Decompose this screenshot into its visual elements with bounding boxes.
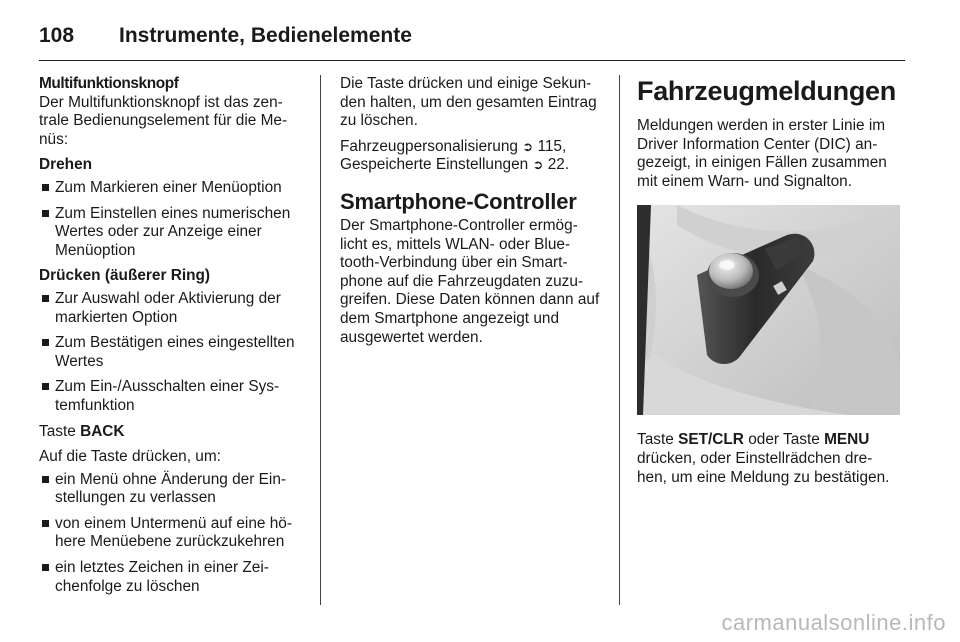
list-item: ein Menü ohne Änderung der Ein- stellungen zu verlassen xyxy=(39,471,309,508)
list-item: Zum Ein-/Ausschalten einer Sys- temfunktion xyxy=(39,378,309,415)
page-ref-arrow-icon: ➲ xyxy=(532,157,544,173)
list-item: Zum Einstellen eines numerischen Wertes oder zur Anzeige einer Menüoption xyxy=(39,205,309,261)
bullet-square-icon xyxy=(42,184,49,191)
list-item: Zum Markieren einer Menüoption xyxy=(39,179,309,198)
page-number: 108 xyxy=(39,24,75,47)
bullet-square-icon xyxy=(42,564,49,571)
section-heading-fahrzeugmeldungen: Fahrzeugmeldungen xyxy=(637,76,896,106)
column-1 xyxy=(39,75,309,603)
list-item: von einem Untermenü auf eine hö- here Menüebene zurückzukehren xyxy=(39,515,309,552)
column-3 xyxy=(637,75,903,494)
link-fahrzeugpersonalisierung[interactable]: Fahrzeugpersonalisierung ➲ 115, xyxy=(340,137,567,155)
link-gespeicherte-einstellungen[interactable]: Gespeicherte Einstellungen ➲ 22. xyxy=(340,156,570,174)
watermark: carmanualsonline.info xyxy=(721,610,946,635)
drehen-label: Drehen xyxy=(39,156,93,174)
drehen-list xyxy=(39,179,309,260)
column-2 xyxy=(340,75,602,354)
page-title: Instrumente, Bedienelemente xyxy=(119,24,412,47)
header-rule xyxy=(39,60,905,61)
back-list xyxy=(39,471,309,597)
section-heading-multifunktionsknopf: Multifunktionsknopf xyxy=(39,75,179,92)
column-divider-2 xyxy=(619,75,620,605)
set-clr-key-label: SET/CLR xyxy=(678,431,744,449)
steering-column-lever-photo xyxy=(637,205,900,415)
list-item: ein letztes Zeichen in einer Zei- chenfolge zu löschen xyxy=(39,559,309,596)
bullet-square-icon xyxy=(42,476,49,483)
bullet-square-icon xyxy=(42,210,49,217)
photo-caption: Taste SET/CLR oder Taste MENU drücken, oder Einstellrädchen dre- hen, um eine Meldung zu bestätigen. xyxy=(637,431,890,486)
list-item: Zur Auswahl oder Aktivierung der markierten Option xyxy=(39,290,309,327)
druecken-list xyxy=(39,290,309,416)
druecken-label: Drücken (äußerer Ring) xyxy=(39,267,211,285)
delete-entry-paragraph: Die Taste drücken und einige Sekun- den halten, um den gesamten Eintrag zu löschen. xyxy=(340,75,597,130)
back-intro: Auf die Taste drücken, um: xyxy=(39,448,221,466)
section-heading-smartphone-controller: Smartphone-Controller xyxy=(340,188,577,214)
page-ref-arrow-icon: ➲ xyxy=(522,138,534,154)
bullet-square-icon xyxy=(42,383,49,390)
messages-paragraph: Meldungen werden in erster Linie im Driver Information Center (DIC) an- gezeigt, in einigen Fällen zusammen mit einem Warn- und Signalton. xyxy=(637,117,887,190)
page-header xyxy=(39,14,905,58)
bullet-square-icon xyxy=(42,520,49,527)
column-divider-1 xyxy=(320,75,321,605)
back-key-label: BACK xyxy=(80,422,125,440)
list-item: Zum Bestätigen eines eingestellten Wertes xyxy=(39,334,309,371)
cross-references xyxy=(340,138,602,175)
smartphone-paragraph: Der Smartphone-Controller ermög- licht es, mittels WLAN- oder Blue- tooth-Verbindung über ein Smart- phone auf die Fahrzeugdaten zuzu- greifen. Diese Daten können dann auf dem Smartphone angezeigt und ausgewertet werden. xyxy=(340,216,600,346)
bullet-square-icon xyxy=(42,295,49,302)
intro-paragraph: Der Multifunktionsknopf ist das zen- trale Bedienungselement für die Me- nüs: xyxy=(39,93,288,148)
menu-key-label: MENU xyxy=(824,431,870,449)
bullet-square-icon xyxy=(42,339,49,346)
back-key-line: Taste BACK xyxy=(39,422,125,440)
